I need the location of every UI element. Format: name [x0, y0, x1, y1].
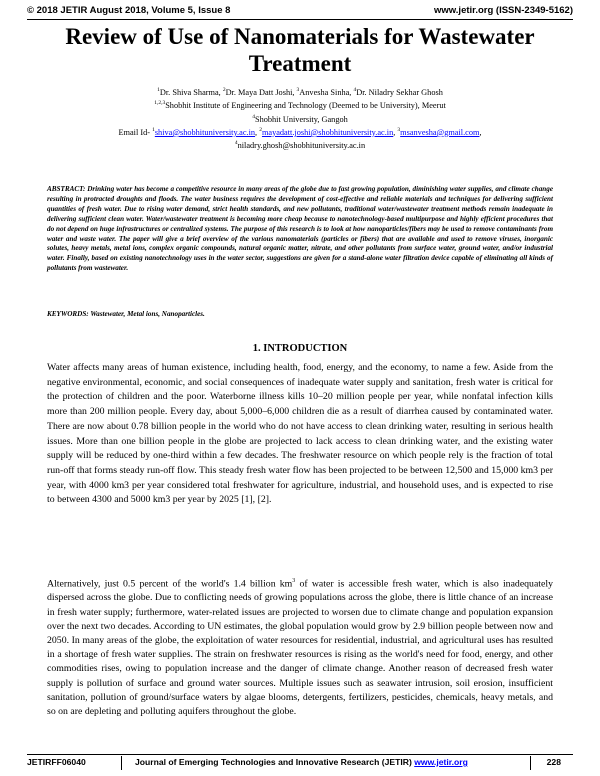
email-line: Email Id- $^1$shiva@shobhituniversity.ac.in, $^2$mayadatt.joshi@shobhituniversity.ac.in, $^3$msanvesha@gmail.com, — [118, 126, 482, 137]
introduction-paragraph-2: Alternatively, just 0.5 percent of the world's 1.4 billion $km^3$ of water is accessible fresh water, which is also inadequately dispersed across the globe. Due to conflicting needs of growing populations across the globe, there is little chance of an increase in fresh water supply; furthermore, water-related issues are projected to worsen due to climate change and population expansion over the next two decades. According to UN estimates, the global population would grow by 2.9 billion people between now and 2050. In many areas of the globe, the exploitation of water resources for residential, industrial, and agricultural uses has resulted in a shortage of fresh water supplies. The strain on freshwater resources is rising as the world's need for food, energy, and other commodities rises, owing to population increase and the danger of climate change. Another reason of decreased fresh water supply is pollution of surface and ground water sources. Multiple issues such as seawater intrusion, soil erosion, insufficient sanitation, pollution of ground/surface waters by algae blooms, detergents, fertilizers, pesticides, chemicals, heavy metals, and so on are depleting and polluting aquifers throughout the globe. — [47, 578, 553, 718]
footer-website-link[interactable]: www.jetir.org — [414, 757, 468, 767]
footer-separator — [121, 756, 122, 770]
author-2: Dr. Maya Datt Joshi, — [225, 87, 297, 97]
affiliation-2: $^4$Shobhit University, Gangoh — [252, 113, 348, 124]
keywords: KEYWORDS: Wastewater, Metal ions, Nanoparticles. — [47, 310, 205, 318]
email-link-1[interactable]: shiva@shobhituniversity.ac.in — [154, 127, 256, 137]
page-footer — [27, 757, 573, 771]
author-block — [27, 85, 573, 151]
header-website[interactable]: www.jetir.org (ISSN-2349-5162) — [433, 5, 573, 16]
introduction-paragraph-1: Water affects many areas of human existence, including health, food, energy, and the economy, to name a few. Aside from the negative environmental, economic, and social consequences of inadequate water supply and sanitation, fresh water is critical for the protection of children and the poor. Waterborne illness kills 10–20 million people per year, while nonfatal infection kills more than 200 million people. Every day, about 5,000–6,000 children die as a result of diarrhea caused by contaminated water. There are now about 0.78 billion people in the world who do not have access to clean drinking water, resulting in serious health issues. More than one billion people in the globe are projected to lack access to clean drinking water, and the existing water supply will be reduced by one-third within a few decades. The freshwater resource on which people rely is the fraction of total run-off that forms steady run-off flow. This steady fresh water flow has been projected to be between 12,500 and 15,000 km3 per year, with 4000 km3 per year considered total freshwater for agriculture, industrial, and household uses, and is expected to rise to between 4300 and 5000 km3 per year by 2025 [1], [2]. — [47, 362, 553, 506]
section-heading-introduction: 1. INTRODUCTION — [252, 343, 348, 354]
email-link-3[interactable]: msanvesha@gmail.com — [400, 127, 480, 137]
email-4: niladry.ghosh@shobhituniversity.ac.in — [237, 140, 366, 150]
page-header — [27, 5, 573, 19]
footer-paper-id: JETIRFF06040 — [27, 757, 86, 767]
paper-title: Review of Use of Nanomaterials for Wastewater Treatment — [65, 24, 535, 76]
header-rule — [27, 19, 573, 20]
author-4: Dr. Niladry Sekhar Ghosh — [356, 87, 443, 97]
author-1: Dr. Shiva Sharma, — [159, 87, 223, 97]
affiliation-1: $^{1,2,3}$Shobhit Institute of Engineering and Technology (Deemed to be University), Meerut — [154, 100, 446, 111]
email-label: Email Id- — [118, 127, 153, 137]
footer-page-number: 228 — [546, 757, 561, 767]
header-journal-info: © 2018 JETIR August 2018, Volume 5, Issue 8 — [27, 5, 231, 16]
footer-rule — [27, 754, 573, 755]
email-link-2[interactable]: mayadatt.joshi@shobhituniversity.ac.in — [261, 127, 394, 137]
email-line-2: $^4$niladry.ghosh@shobhituniversity.ac.in — [234, 140, 366, 150]
footer-journal-name: Journal of Emerging Technologies and Innovative Research (JETIR) www.jetir.org — [135, 757, 468, 767]
author-names: $^1$Dr. Shiva Sharma, $^2$Dr. Maya Datt Joshi, $^3$Anvesha Sinha, $^4$Dr. Niladry Sekhar Ghosh — [157, 87, 443, 97]
abstract: ABSTRACT: Drinking water has become a competitive resource in many areas of the globe due to fast growing population, diminishing water supplies, and climate change resulting in protracted droughts and floods. The water business requires the development of cost-effective and reliable materials and techniques for delivering sufficient quantities of fresh water. Due to rising water demand, strict health standards, and new pollutants, traditional water/wastewater treatment methods remain inadequate in delivering sufficient clean water. Water/wastewater treatment is becoming more cheap because to nanotechnology-based multipurpose and highly efficient procedures that do not depend on huge infrastructures or centralized systems. The purpose of this research is to look at how nanoparticles/fibers may be used to remove contaminants from water and waste water. The paper will give a brief overview of the various nanomaterials (particles or fibers) that are available and used to remove viruses, inorganic solutes, heavy metals, metal ions, complex organic compounds, natural organic matter, nitrate, and other pollutants from surface water, ground water, and/or industrial water. Finally, based on existing nanotechnology uses in the water sector, suggestions are given for a stand-alone water filtration device capable of eliminating all kinds of pollutants from wastewater. — [47, 185, 553, 273]
author-3: Anvesha Sinha, — [299, 87, 354, 97]
footer-separator — [530, 756, 531, 770]
